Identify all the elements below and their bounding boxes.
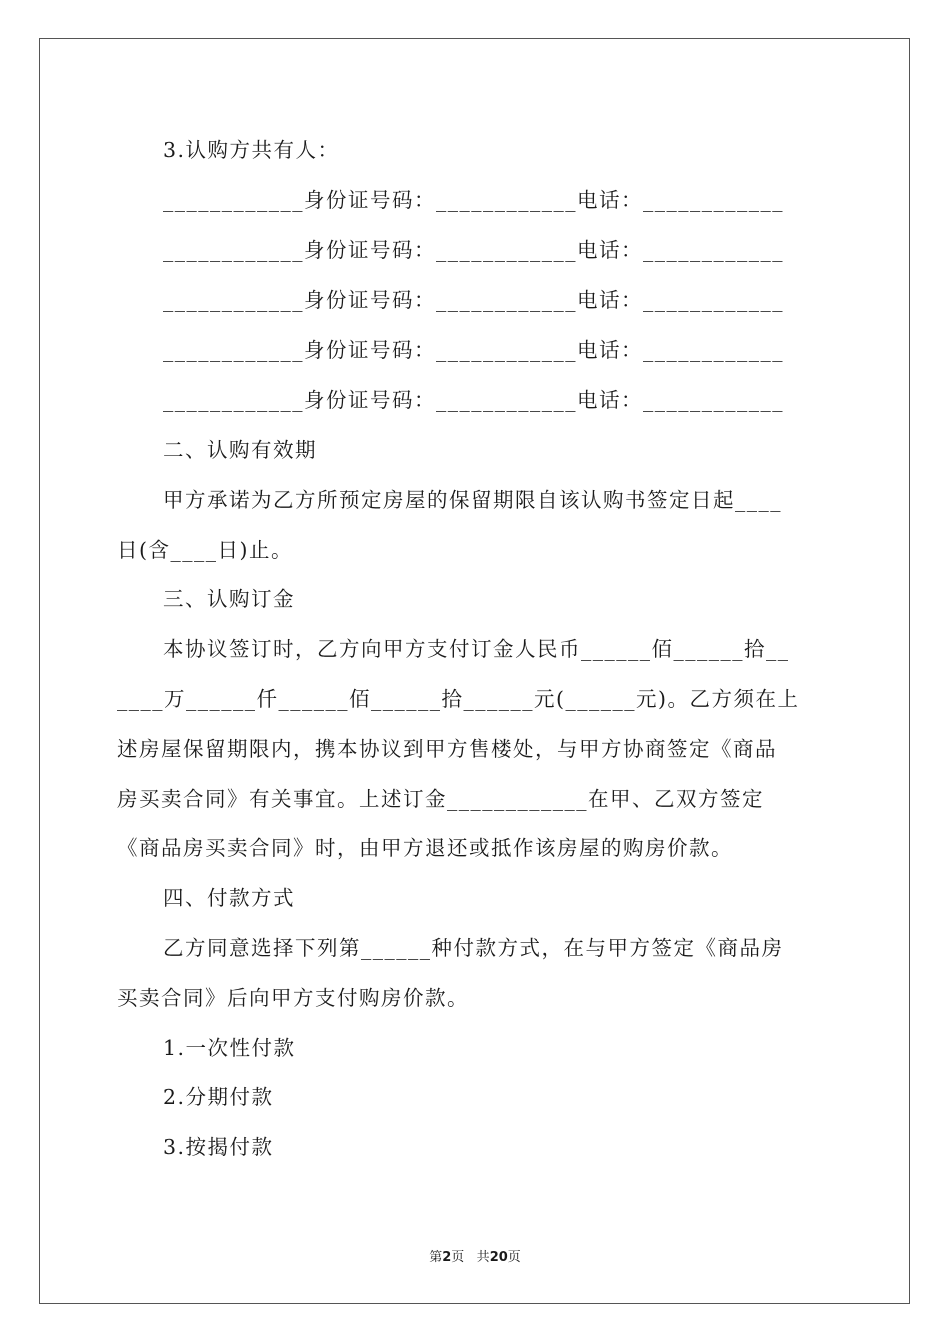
list-item: 3.按揭付款 (163, 1135, 274, 1159)
co-buyer-row: ____________身份证号码：____________电话：____________ (163, 188, 784, 212)
list-item: 2.分期付款 (163, 1085, 274, 1109)
text-line: 述房屋保留期限内，携本协议到甲方售楼处，与甲方协商签定《商品 (117, 737, 777, 761)
page-border (39, 38, 910, 1304)
section-heading: 二、认购有效期 (163, 438, 317, 462)
co-buyer-row: ____________身份证号码：____________电话：____________ (163, 288, 784, 312)
co-buyer-row: ____________身份证号码：____________电话：____________ (163, 238, 784, 262)
section-heading: 四、付款方式 (163, 886, 295, 910)
total-pages: 20 (489, 1250, 508, 1265)
text-line: ____万______仟______佰______拾______元(______元)。乙方须在上 (117, 687, 800, 711)
page-label-prefix: 第 (429, 1250, 443, 1265)
total-label-prefix: 共 (476, 1250, 490, 1265)
text-line: 日(含____日)止。 (117, 538, 293, 562)
list-item: 1.一次性付款 (163, 1036, 296, 1060)
text-line: 甲方承诺为乙方所预定房屋的保留期限自该认购书签定日起____ (163, 488, 782, 512)
text-line: 3.认购方共有人： (163, 138, 340, 162)
text-line: 乙方同意选择下列第______种付款方式，在与甲方签定《商品房 (163, 936, 784, 960)
text-line: 房买卖合同》有关事宜。上述订金____________在甲、乙双方签定 (117, 787, 764, 811)
co-buyer-row: ____________身份证号码：____________电话：____________ (163, 388, 784, 412)
text-line: 《商品房买卖合同》时，由甲方退还或抵作该房屋的购房价款。 (117, 836, 733, 860)
section-heading: 三、认购订金 (163, 587, 295, 611)
total-label-suffix: 页 (507, 1250, 521, 1265)
page-label-suffix: 页 (451, 1250, 465, 1265)
page-footer (0, 1246, 950, 1265)
page-number: 2 (442, 1250, 452, 1265)
text-line: 本协议签订时，乙方向甲方支付订金人民币______佰______拾__ (163, 637, 790, 661)
co-buyer-row: ____________身份证号码：____________电话：____________ (163, 338, 784, 362)
text-line: 买卖合同》后向甲方支付购房价款。 (117, 986, 469, 1010)
